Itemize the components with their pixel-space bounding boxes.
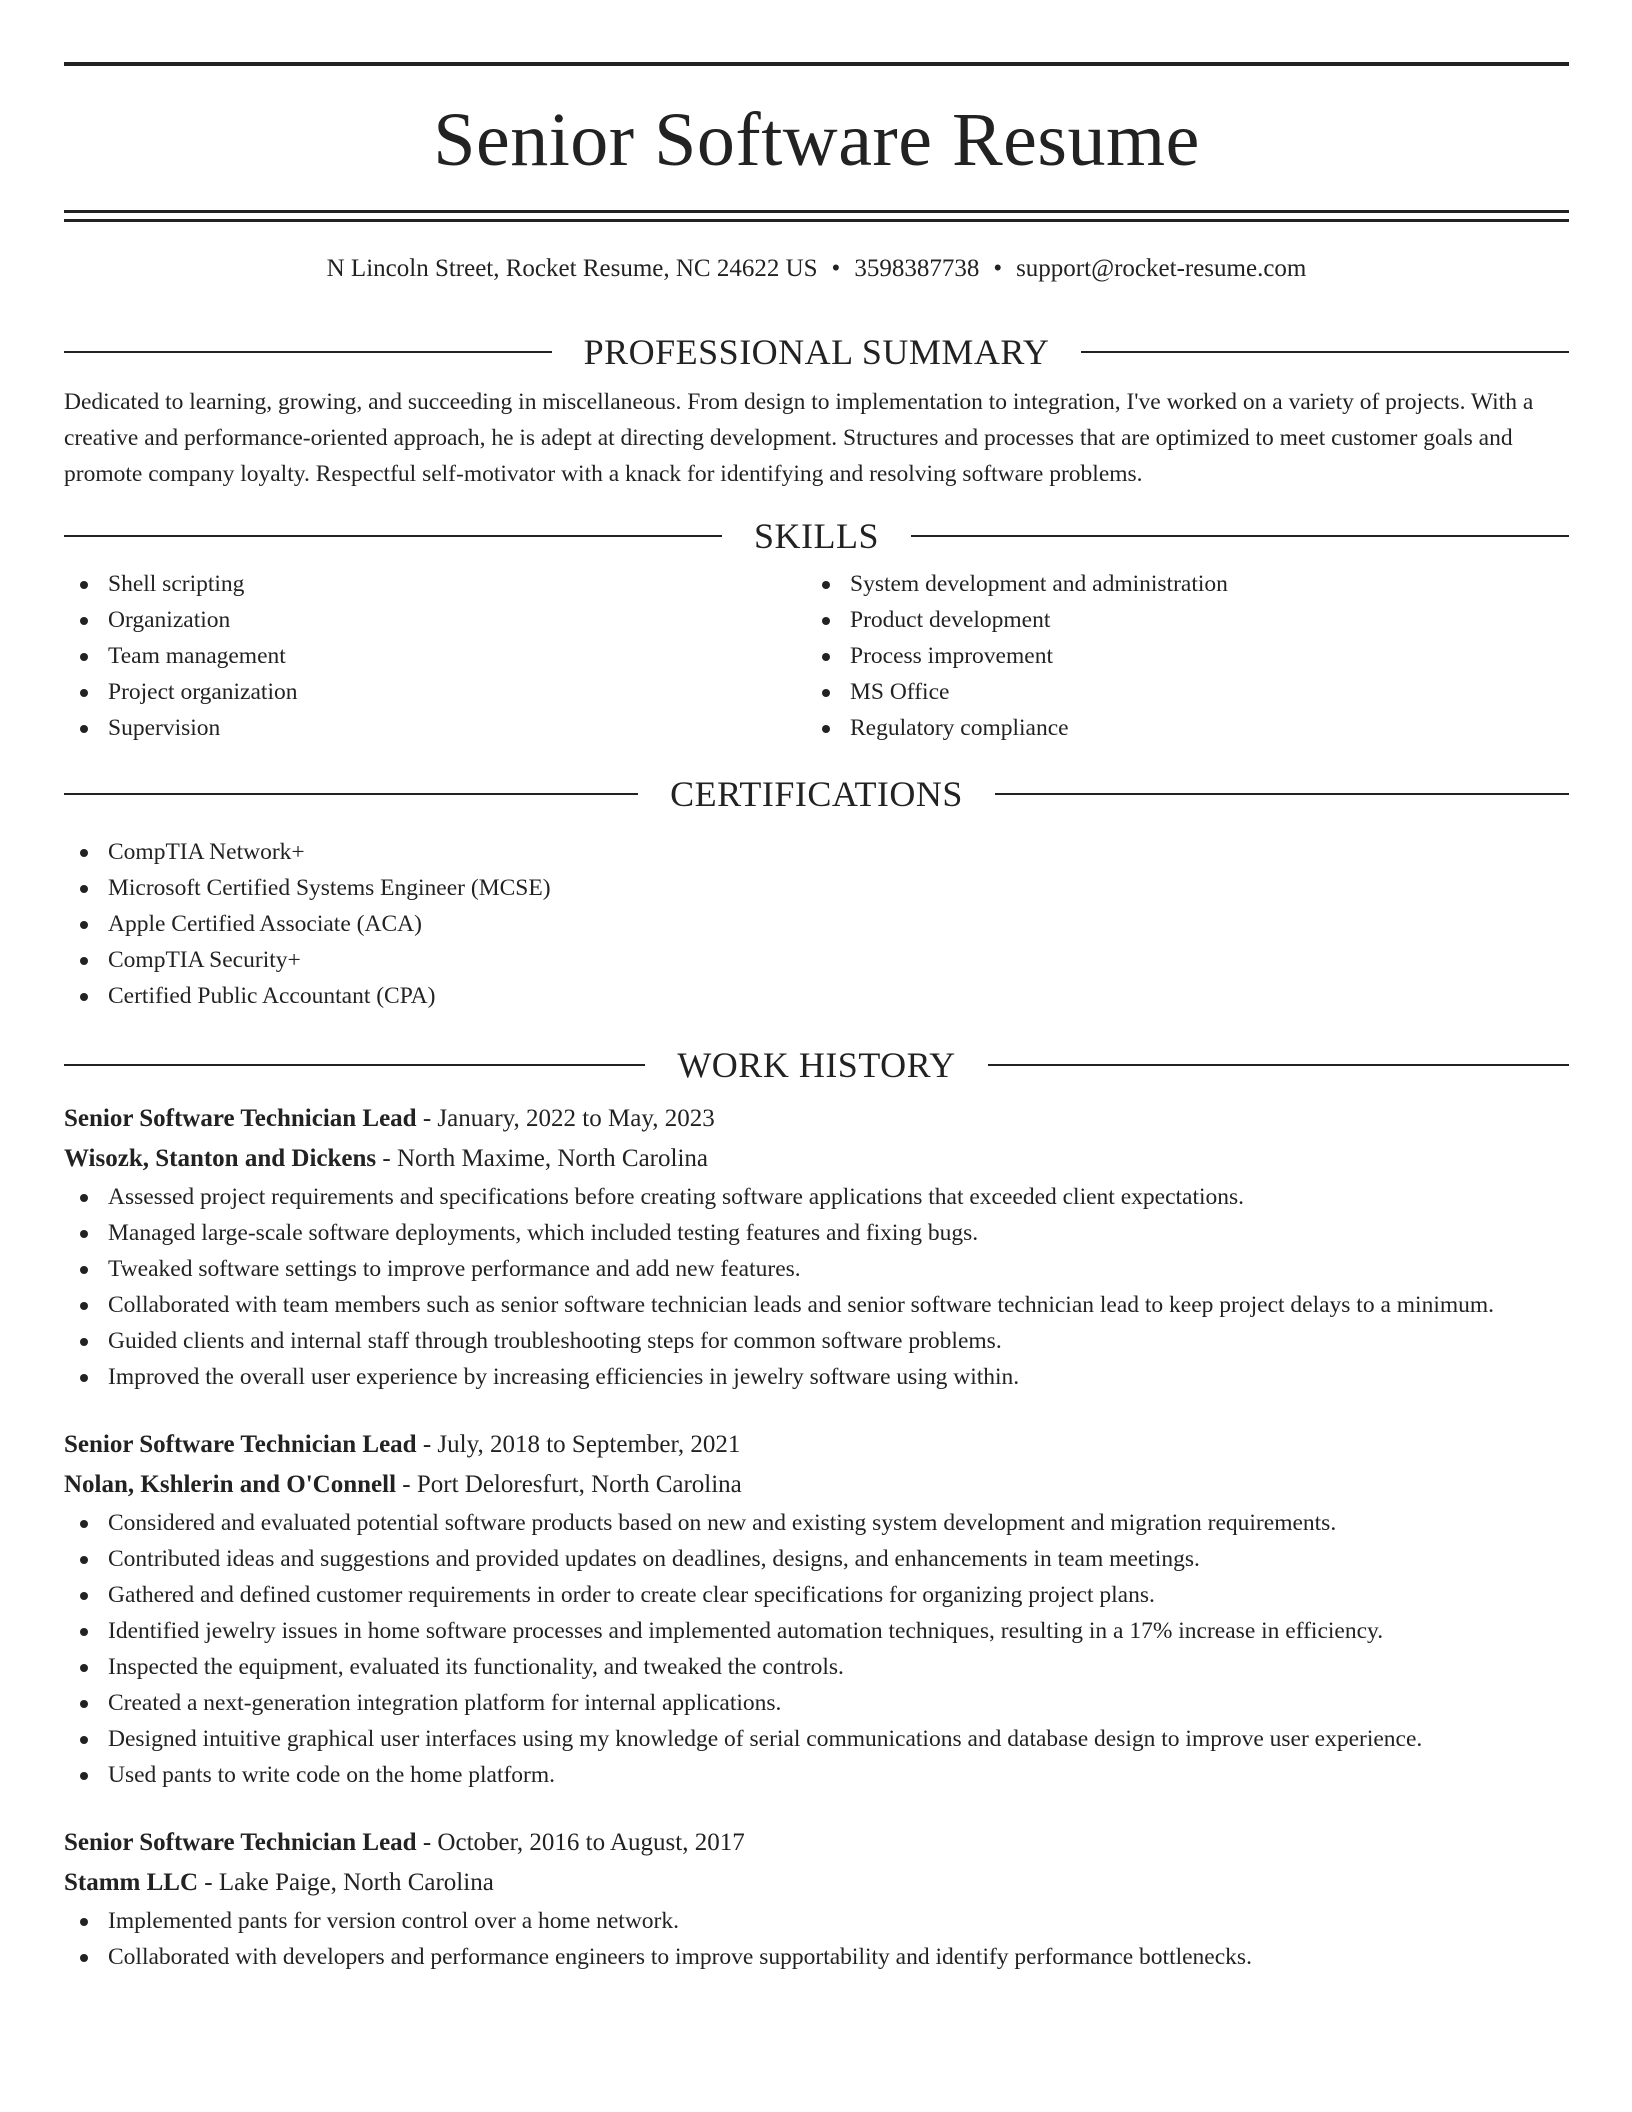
job-bullets [64, 1505, 1569, 1793]
skill-item: Shell scripting [64, 566, 806, 602]
job-bullet: Collaborated with team members such as senior software technician leads and senior software technician lead to keep project delays to a minimum. [64, 1287, 1569, 1323]
section-heading-label: SKILLS [754, 516, 880, 556]
contact-email[interactable]: support@rocket-resume.com [1016, 255, 1307, 282]
job-bullet: Tweaked software settings to improve performance and add new features. [64, 1251, 1569, 1287]
skill-item: MS Office [806, 674, 1548, 710]
job-company: Wisozk, Stanton and Dickens [64, 1145, 377, 1172]
contact-phone[interactable]: 3598387738 [854, 255, 980, 282]
job-dates: - October, 2016 to August, 2017 [416, 1829, 745, 1856]
job-entry [64, 1823, 1569, 1975]
job-dates: - July, 2018 to September, 2021 [416, 1431, 741, 1458]
job-title: Senior Software Technician Lead [64, 1829, 417, 1856]
skill-item: Regulatory compliance [806, 710, 1548, 746]
job-bullet: Inspected the equipment, evaluated its functionality, and tweaked the controls. [64, 1649, 1569, 1685]
job-company: Nolan, Kshlerin and O'Connell [64, 1471, 397, 1498]
resume-page [64, 62, 1569, 1975]
skill-item: System development and administration [806, 566, 1548, 602]
contact-separator: • [831, 255, 841, 282]
certifications-list [64, 834, 1569, 1014]
job-bullet: Gathered and defined customer requirements in order to create clear specifications for organizing project plans. [64, 1577, 1569, 1613]
contact-address: N Lincoln Street, Rocket Resume, NC 24622 US [326, 255, 818, 282]
job-bullet: Assessed project requirements and specifications before creating software applications that exceeded client expectations. [64, 1179, 1569, 1215]
job-bullet: Used pants to write code on the home platform. [64, 1757, 1569, 1793]
job-bullets [64, 1903, 1569, 1975]
skills-grid [64, 566, 1569, 746]
job-location: - Lake Paige, North Carolina [198, 1869, 494, 1896]
job-bullet: Designed intuitive graphical user interfaces using my knowledge of serial communications and database design to improve user experience. [64, 1721, 1569, 1757]
skill-item: Project organization [64, 674, 806, 710]
certification-item: CompTIA Security+ [64, 942, 1569, 978]
skill-item: Process improvement [806, 638, 1548, 674]
section-heading-label: WORK HISTORY [677, 1045, 956, 1085]
job-entry [64, 1099, 1569, 1395]
job-bullet: Managed large-scale software deployments, which included testing features and fixing bugs. [64, 1215, 1569, 1251]
contact-line [64, 256, 1569, 281]
job-title: Senior Software Technician Lead [64, 1105, 417, 1132]
job-company-line [64, 1465, 1569, 1505]
certification-item: Apple Certified Associate (ACA) [64, 906, 1569, 942]
job-entry [64, 1425, 1569, 1793]
title-double-rule [64, 210, 1569, 222]
section-heading-work-history [64, 1047, 1569, 1083]
skill-item: Supervision [64, 710, 806, 746]
section-heading-skills [64, 518, 1569, 554]
job-title: Senior Software Technician Lead [64, 1431, 417, 1458]
skill-item: Product development [806, 602, 1548, 638]
job-bullet: Contributed ideas and suggestions and provided updates on deadlines, designs, and enhancements in team meetings. [64, 1541, 1569, 1577]
certification-item: Microsoft Certified Systems Engineer (MCSE) [64, 870, 1569, 906]
job-bullet: Identified jewelry issues in home software processes and implemented automation techniques, resulting in a 17% increase in efficiency. [64, 1613, 1569, 1649]
job-location: - Port Deloresfurt, North Carolina [396, 1471, 742, 1498]
job-company-line [64, 1139, 1569, 1179]
skill-item: Organization [64, 602, 806, 638]
job-bullet: Created a next-generation integration platform for internal applications. [64, 1685, 1569, 1721]
certification-item: Certified Public Accountant (CPA) [64, 978, 1569, 1014]
job-bullet: Improved the overall user experience by increasing efficiencies in jewelry software using within. [64, 1359, 1569, 1395]
job-bullet: Collaborated with developers and performance engineers to improve supportability and identify performance bottlenecks. [64, 1939, 1569, 1975]
job-bullets [64, 1179, 1569, 1395]
skill-item: Team management [64, 638, 806, 674]
job-title-line [64, 1099, 1569, 1139]
job-bullet: Implemented pants for version control over a home network. [64, 1903, 1569, 1939]
skills-list-right [806, 566, 1548, 746]
section-heading-certifications [64, 776, 1569, 812]
job-title-line [64, 1425, 1569, 1465]
job-company: Stamm LLC [64, 1869, 199, 1896]
summary-text: Dedicated to learning, growing, and succeeding in miscellaneous. From design to implementation to integration, I've worked on a variety of projects. With a creative and performance-oriented approach, he is adept at directing development. Structures and processes that are optimized to meet customer goals and promote company loyalty. Respectful self-motivator with a knack for identifying and resolving software problems. [64, 389, 1534, 487]
job-bullet: Considered and evaluated potential software products based on new and existing system development and migration requirements. [64, 1505, 1569, 1541]
contact-separator: • [993, 255, 1003, 282]
job-title-line [64, 1823, 1569, 1863]
certification-item: CompTIA Network+ [64, 834, 1569, 870]
page-title: Senior Software Resume [433, 98, 1200, 182]
job-company-line [64, 1863, 1569, 1903]
job-bullet: Guided clients and internal staff through troubleshooting steps for common software problems. [64, 1323, 1569, 1359]
top-rule [64, 62, 1569, 66]
section-heading-summary [64, 334, 1569, 370]
job-location: - North Maxime, North Carolina [376, 1145, 708, 1172]
section-heading-label: CERTIFICATIONS [670, 774, 963, 814]
section-heading-label: PROFESSIONAL SUMMARY [583, 332, 1050, 372]
skills-list-left [64, 566, 806, 746]
job-dates: - January, 2022 to May, 2023 [416, 1105, 715, 1132]
